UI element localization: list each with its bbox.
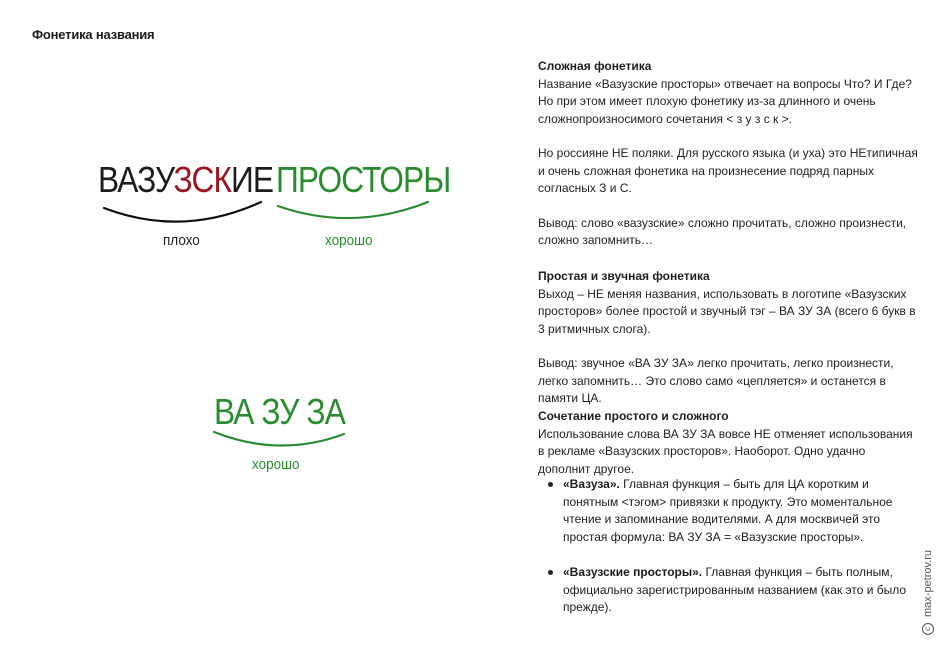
caption-tag: хорошо: [252, 456, 300, 473]
page-title: Фонетика названия: [32, 27, 155, 42]
arc-bad-curve: [104, 202, 261, 222]
word-vazuzskie: [98, 160, 273, 200]
section-complex-phonetics: [538, 58, 918, 250]
paragraph: Использование слова ВА ЗУ ЗА вовсе НЕ отменяет использования в рекламе «Вазузских просторов». Наоборот. Одно удачно дополнит другое.: [538, 426, 913, 476]
bullet-dot: [548, 570, 553, 575]
section-simple-phonetics: [538, 268, 918, 408]
section-heading: Сочетание простого и сложного: [538, 409, 729, 423]
bullet-text: Главная функция – быть полным, официально зарегистрированным названием (как это и было прежде).: [563, 565, 907, 614]
word-vazuza-tag: ВА ЗУ ЗА: [214, 391, 345, 432]
arc-tag: [210, 428, 350, 454]
section-combination: [538, 408, 918, 478]
side-credit: [922, 550, 934, 635]
paragraph: Выход – НЕ меняя названия, использовать в логотипе «Вазузских просторов» более простой и звучный тэг – ВА ЗУ ЗА (всего 6 букв в 3 ритмичных слога).: [538, 286, 916, 336]
paragraph: Но россияне НЕ поляки. Для русского языка (и уха) это НЕтипичная и очень сложная фонетика на произнесение подряд парных согласных З и С.: [538, 146, 918, 195]
word1-part-b: ИЕ: [231, 159, 274, 200]
section-heading: Простая и звучная фонетика: [538, 269, 710, 283]
section-heading: Сложная фонетика: [538, 59, 652, 73]
side-credit-text: max-petrov.ru: [922, 549, 934, 617]
bullet-bold: «Вазузские просторы».: [563, 565, 703, 579]
caption-good: хорошо: [325, 232, 373, 249]
paragraph: Вывод: звучное «ВА ЗУ ЗА» легко прочитать, легко произнести, легко запомнить… Это слово само «цепляется» и останется в памяти ЦА.: [538, 356, 894, 405]
bullet-item: [563, 564, 913, 617]
bullet-dot: [548, 482, 553, 487]
bullet-bold: «Вазуза».: [563, 477, 620, 491]
word1-part-a: ВАЗУ: [98, 159, 174, 200]
bullet-text: Главная функция – быть для ЦА коротким и понятным <тэгом> привязки к продукту. Это моментальное чтение и запоминание водителями. А для москвичей это простая формула: ВА ЗУ ЗА = «Вазузские просторы».: [563, 477, 893, 544]
arc-good-curve: [278, 202, 428, 218]
arc-good: [274, 198, 434, 228]
copyright-icon: c: [922, 623, 934, 635]
caption-bad: плохо: [163, 232, 200, 249]
bullet-item: [563, 476, 913, 546]
word1-red-letters: ЗСК: [173, 159, 232, 200]
word-prostory: ПРОСТОРЫ: [276, 159, 451, 200]
arc-bad: [100, 198, 265, 228]
paragraph: Вывод: слово «вазузские» сложно прочитать, сложно произнести, сложно запомнить…: [538, 215, 907, 247]
arc-tag-curve: [214, 432, 344, 446]
paragraph: Название «Вазузские просторы» отвечает на вопросы Что? И Где? Но при этом имеет плохую фонетику из-за длинного и очень сложнопроизносимого сочетания < з у з с к >.: [538, 76, 912, 126]
